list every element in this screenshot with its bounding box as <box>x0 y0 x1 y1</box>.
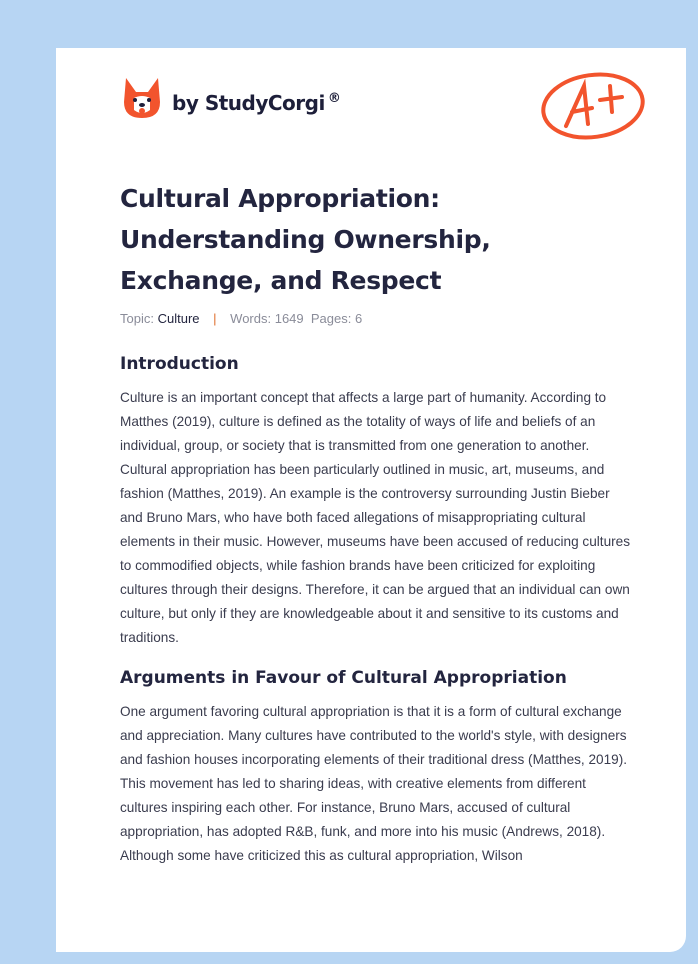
words-label: Words: <box>230 311 272 326</box>
page-title: Cultural Appropriation: Understanding Ownership, Exchange, and Respect <box>120 184 491 295</box>
pages-count: 6 <box>354 311 363 326</box>
a-plus-grade-icon <box>538 70 648 142</box>
words-count: 1649 <box>274 311 304 326</box>
topic-label: Topic: <box>120 311 154 326</box>
section-heading: Introduction <box>120 354 239 374</box>
brand-text: by StudyCorgi <box>172 91 325 115</box>
document-meta <box>120 311 362 326</box>
document-page <box>56 48 686 952</box>
topic-link[interactable]: Culture <box>157 311 200 326</box>
studycorgi-logo[interactable] <box>122 76 340 120</box>
registered-mark: ® <box>327 91 341 107</box>
corgi-icon <box>122 76 162 120</box>
document-body <box>120 354 635 886</box>
section-paragraph: One argument favoring cultural appropriation is that it is a form of cultural exchange and appreciation. Many cultures have contributed to the world's style, with designers and fashion houses incorporating elements of their traditional dress (Matthes, 2019). This movement has led to sharing ideas, with creative elements from different cultures inspiring each other. For instance, Bruno Mars, accused of cultural appropriation, has adopted R&B, funk, and more into his music (Andrews, 2018). Although some have criticized this as cultural appropriation, Wilson <box>120 704 628 863</box>
section-heading: Arguments in Favour of Cultural Appropriation <box>120 668 567 688</box>
meta-separator: | <box>213 311 217 326</box>
pages-label: Pages: <box>310 311 352 326</box>
brand-name <box>172 91 340 115</box>
section-paragraph: Culture is an important concept that affects a large part of humanity. According to Matthes (2019), culture is defined as the totality of ways of life and beliefs of an individual, group, or society that is transmitted from one generation to another. Cultural appropriation has been particularly outlined in music, art, museums, and fashion (Matthes, 2019). An example is the controversy surrounding Justin Bieber and Bruno Mars, who have both faced allegations of misappropriating cultural elements in their music. However, museums have been accused of reducing cultures to commodified objects, while fashion brands have been criticized for exploiting cultures through their designs. Therefore, it can be argued that an individual can own culture, but only if they are knowledgeable about it and sensitive to its customs and traditions. <box>120 390 631 645</box>
